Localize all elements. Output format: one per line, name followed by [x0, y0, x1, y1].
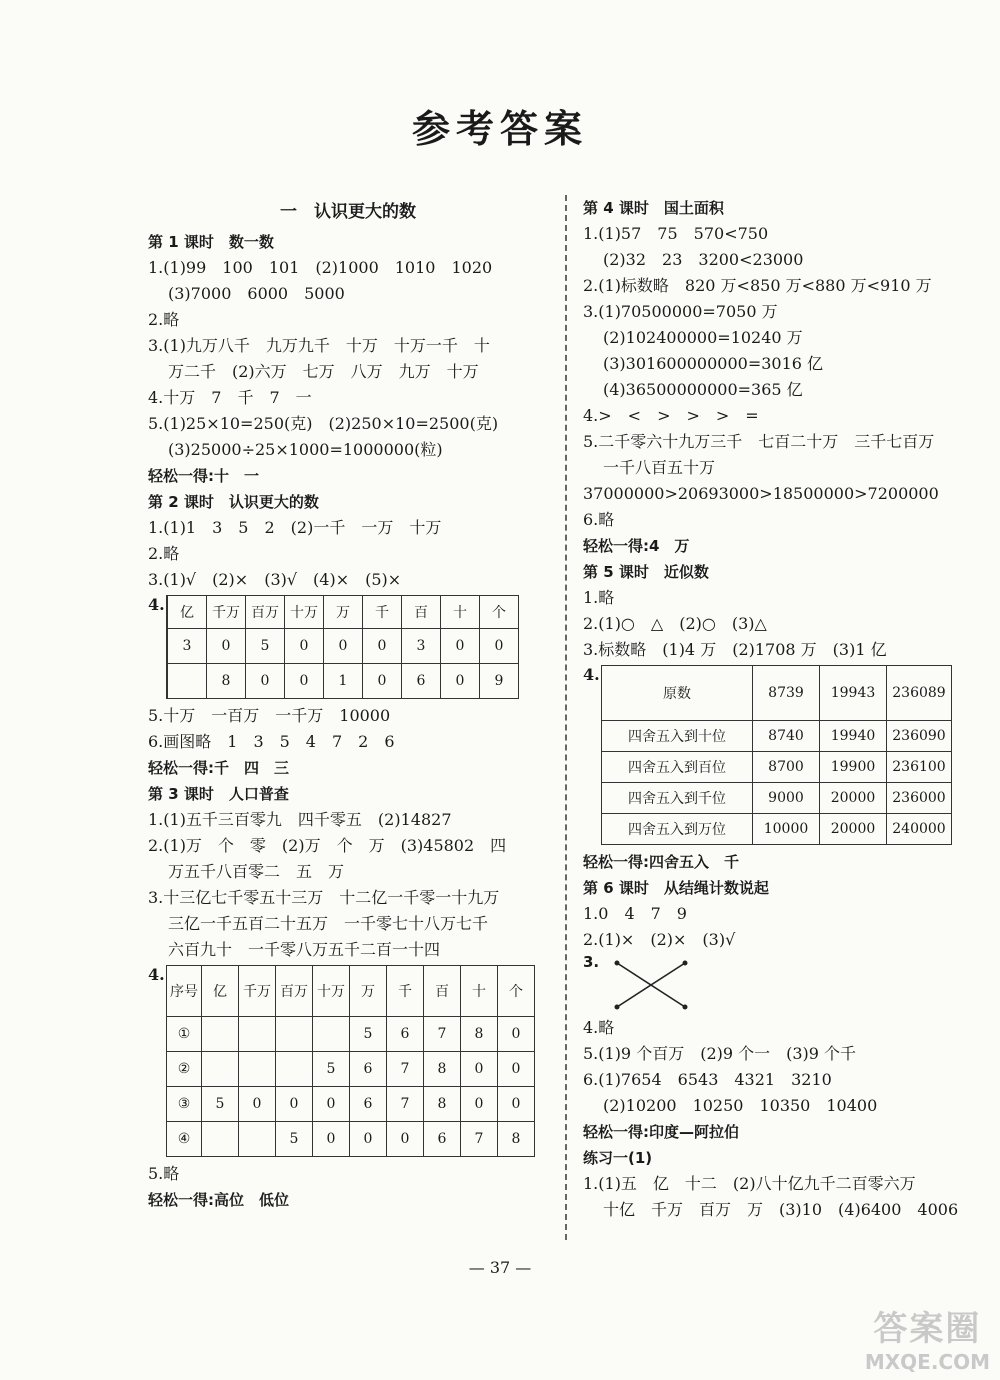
answer-line: 6.画图略 1 3 5 4 7 2 6 — [148, 732, 395, 751]
table-cell: 240000 — [887, 814, 952, 845]
question-label: 3. — [583, 953, 600, 971]
place-value-table-1-wrap — [148, 595, 548, 699]
table-cell: 8700 — [753, 752, 820, 783]
table-cell: 0 — [441, 629, 480, 664]
answer-line: 2.(1)× (2)× (3)√ — [583, 930, 736, 949]
answer-line: 1.(1)57 75 570<750 — [583, 224, 769, 243]
table-cell: ② — [167, 1052, 202, 1087]
right-column — [583, 195, 983, 1223]
table-row — [167, 629, 519, 664]
answer-line: 2.(1)标数略 820 万<850 万<880 万<910 万 — [583, 276, 932, 295]
lesson-4-title: 第 4 课时 国土面积 — [583, 199, 724, 217]
table-cell: ① — [167, 1017, 202, 1052]
page-number: — 37 — — [468, 1258, 532, 1277]
answer-line: 5.略 — [148, 1164, 180, 1183]
answer-line: 1.(1)1 3 5 2 (2)一千 一万 十万 — [148, 518, 442, 537]
lesson-5-title: 第 5 课时 近似数 — [583, 563, 709, 581]
answer-line: 万五千八百零二 五 万 — [168, 862, 345, 881]
bonus-answer: 轻松一得:4 万 — [583, 537, 690, 555]
rounding-table-wrap — [583, 665, 983, 845]
left-column — [148, 195, 548, 1213]
answer-line: 4.> < > > > = — [583, 406, 759, 425]
table-cell: 0 — [239, 1087, 276, 1122]
answer-line: 4.十万 7 千 7 一 — [148, 388, 312, 407]
answer-line: (4)36500000000=365 亿 — [603, 380, 803, 399]
table-cell: 亿 — [168, 596, 207, 629]
table-cell: 8 — [424, 1052, 461, 1087]
table-cell — [239, 1052, 276, 1087]
answer-line: 3.十三亿七千零五十三万 十二亿一千零一十九万 — [148, 888, 500, 907]
answer-line: 十亿 千万 百万 万 (3)10 (4)6400 4006 — [603, 1200, 959, 1219]
table-cell: 四舍五入到万位 — [602, 814, 753, 845]
table-cell: 万 — [350, 966, 387, 1017]
table-header-row — [167, 966, 535, 1017]
answer-line: 6.(1)7654 6543 4321 3210 — [583, 1070, 832, 1089]
section-title: 一 认识更大的数 — [280, 202, 416, 222]
answer-line: 4.略 — [583, 1018, 615, 1037]
table-cell — [239, 1122, 276, 1157]
table-row — [167, 1017, 535, 1052]
lesson-2-title: 第 2 课时 认识更大的数 — [148, 493, 319, 511]
table-cell: 0 — [461, 1087, 498, 1122]
table-cell — [276, 1017, 313, 1052]
table-cell: 个 — [498, 966, 535, 1017]
answer-line: 5.十万 一百万 一千万 10000 — [148, 706, 391, 725]
bonus-answer: 轻松一得:印度—阿拉伯 — [583, 1123, 739, 1141]
lesson-1-answers — [148, 255, 548, 489]
table-cell: 1 — [324, 664, 363, 699]
table-cell: 0 — [313, 1087, 350, 1122]
table-cell: 十万 — [313, 966, 350, 1017]
answer-line: 6.略 — [583, 510, 615, 529]
table-cell: 6 — [350, 1087, 387, 1122]
numbered-place-value-table — [166, 965, 535, 1157]
answer-line: 2.(1)万 个 零 (2)万 个 万 (3)45802 四 — [148, 836, 507, 855]
table-cell: 6 — [387, 1017, 424, 1052]
answer-line: 三亿一千五百二十五万 一千零七十八万七千 — [168, 914, 489, 933]
table-cell: 0 — [285, 629, 324, 664]
table-row — [602, 814, 952, 845]
table-cell: 万 — [324, 596, 363, 629]
table-cell — [276, 1052, 313, 1087]
answer-line: 六百九十 一千零八万五千二百一十四 — [168, 940, 441, 959]
bonus-answer: 轻松一得:高位 低位 — [148, 1191, 289, 1209]
answer-line: 3.(1)√ (2)× (3)√ (4)× (5)× — [148, 570, 402, 589]
answer-line: (3)7000 6000 5000 — [168, 284, 345, 303]
table-cell: 0 — [498, 1087, 535, 1122]
answer-line: 3.标数略 (1)4 万 (2)1708 万 (3)1 亿 — [583, 640, 887, 659]
lesson-6-title: 第 6 课时 从结绳计数说起 — [583, 879, 769, 897]
table-cell: 19943 — [820, 666, 887, 721]
answer-line: 2.(1)○ △ (2)○ (3)△ — [583, 614, 767, 633]
table-cell: 10000 — [753, 814, 820, 845]
table-cell: 3 — [168, 629, 207, 664]
watermark-url: MXQE.COM — [864, 1350, 990, 1374]
table-cell: 百 — [424, 966, 461, 1017]
table-cell: 236090 — [887, 721, 952, 752]
place-value-table — [166, 595, 519, 699]
table-row — [602, 752, 952, 783]
answer-line: (2)32 23 3200<23000 — [603, 250, 804, 269]
answer-line: 1.(1)五 亿 十二 (2)八十亿九千二百零六万 — [583, 1174, 916, 1193]
table-cell: 8 — [498, 1122, 535, 1157]
table-cell: 0 — [276, 1087, 313, 1122]
matching-question — [583, 953, 983, 1015]
table-cell: 6 — [350, 1052, 387, 1087]
lesson-3-title: 第 3 课时 人口普查 — [148, 785, 289, 803]
table-cell: 20000 — [820, 814, 887, 845]
table-cell: 20000 — [820, 783, 887, 814]
table-cell: 236000 — [887, 783, 952, 814]
table-cell: 0 — [387, 1122, 424, 1157]
table-cell: 0 — [350, 1122, 387, 1157]
table-cell: 十 — [441, 596, 480, 629]
answer-line: 1.(1)99 100 101 (2)1000 1010 1020 — [148, 258, 493, 277]
table-cell — [202, 1122, 239, 1157]
table-cell: 0 — [498, 1017, 535, 1052]
answer-line: (2)10200 10250 10350 10400 — [603, 1096, 878, 1115]
table-cell: 19900 — [820, 752, 887, 783]
table-cell: 千 — [387, 966, 424, 1017]
table-cell: 四舍五入到十位 — [602, 721, 753, 752]
answer-line: 5.二千零六十九万三千 七百二十万 三千七百万 — [583, 432, 935, 451]
answer-line: (2)102400000=10240 万 — [603, 328, 803, 347]
column-divider — [565, 195, 567, 1240]
answer-line: 2.略 — [148, 544, 180, 563]
table-cell: 0 — [461, 1052, 498, 1087]
table-cell: 百万 — [246, 596, 285, 629]
answer-line: 2.略 — [148, 310, 180, 329]
question-label: 4. — [148, 595, 165, 614]
answer-line: 5.(1)9 个百万 (2)9 个一 (3)9 个千 — [583, 1044, 857, 1063]
table-cell: 0 — [441, 664, 480, 699]
table-cell: 3 — [402, 629, 441, 664]
watermark — [865, 1301, 990, 1374]
table-cell: 9000 — [753, 783, 820, 814]
table-row — [167, 1087, 535, 1122]
table-cell: 个 — [480, 596, 519, 629]
table-cell — [202, 1052, 239, 1087]
table-header-row — [167, 596, 519, 629]
table-cell: 236100 — [887, 752, 952, 783]
table-cell: 8 — [207, 664, 246, 699]
table-cell: 5 — [350, 1017, 387, 1052]
answer-line: 1.0 4 7 9 — [583, 904, 687, 923]
table-cell: 5 — [276, 1122, 313, 1157]
table-cell: 7 — [387, 1052, 424, 1087]
table-cell: 8739 — [753, 666, 820, 721]
table-cell: 6 — [424, 1122, 461, 1157]
answer-line: (3)301600000000=3016 亿 — [603, 354, 824, 373]
place-value-table-2-wrap — [148, 965, 548, 1157]
table-cell: 四舍五入到千位 — [602, 783, 753, 814]
table-cell: 236089 — [887, 666, 952, 721]
table-row — [602, 783, 952, 814]
table-cell: 7 — [387, 1087, 424, 1122]
answer-line: 3.(1)70500000=7050 万 — [583, 302, 778, 321]
table-cell: 9 — [480, 664, 519, 699]
table-cell — [313, 1017, 350, 1052]
table-cell: 7 — [424, 1017, 461, 1052]
table-cell: 十万 — [285, 596, 324, 629]
table-cell: 序号 — [167, 966, 202, 1017]
table-cell: 7 — [461, 1122, 498, 1157]
table-cell: 5 — [246, 629, 285, 664]
table-cell: 0 — [285, 664, 324, 699]
question-label: 4. — [148, 965, 165, 984]
table-cell: 亿 — [202, 966, 239, 1017]
answer-line: 1.略 — [583, 588, 615, 607]
bonus-answer: 轻松一得:四舍五入 千 — [583, 853, 739, 871]
table-cell: 0 — [207, 629, 246, 664]
answer-line: 37000000>20693000>18500000>7200000 — [583, 484, 939, 503]
table-cell: 十 — [461, 966, 498, 1017]
answer-line: (3)25000÷25×1000=1000000(粒) — [168, 440, 443, 459]
page-title: 参考答案 — [411, 107, 588, 151]
table-cell: 百 — [402, 596, 441, 629]
answer-line: 1.(1)五千三百零九 四千零五 (2)14827 — [148, 810, 452, 829]
table-cell: 0 — [313, 1122, 350, 1157]
table-cell: 原数 — [602, 666, 753, 721]
table-cell: 8740 — [753, 721, 820, 752]
table-cell: 5 — [202, 1087, 239, 1122]
bonus-answer: 轻松一得:千 四 三 — [148, 759, 289, 777]
table-cell: 0 — [363, 629, 402, 664]
table-cell — [168, 664, 207, 699]
table-cell: 千万 — [207, 596, 246, 629]
table-cell: 8 — [461, 1017, 498, 1052]
table-cell: 0 — [498, 1052, 535, 1087]
table-cell: ③ — [167, 1087, 202, 1122]
table-cell: 0 — [246, 664, 285, 699]
table-header-row — [602, 666, 952, 721]
table-cell: 8 — [424, 1087, 461, 1122]
table-cell — [239, 1017, 276, 1052]
table-row — [167, 664, 519, 699]
matching-lines-diagram — [601, 953, 711, 1015]
table-row — [167, 1052, 535, 1087]
table-cell: 千 — [363, 596, 402, 629]
exercise-title: 练习一(1) — [583, 1149, 653, 1167]
table-row — [602, 721, 952, 752]
table-cell — [202, 1017, 239, 1052]
table-cell: 19940 — [820, 721, 887, 752]
table-row — [167, 1122, 535, 1157]
table-cell: ④ — [167, 1122, 202, 1157]
table-cell: 四舍五入到百位 — [602, 752, 753, 783]
question-label: 4. — [583, 665, 600, 684]
table-cell: 千万 — [239, 966, 276, 1017]
table-cell: 6 — [402, 664, 441, 699]
table-cell: 百万 — [276, 966, 313, 1017]
watermark-logo: 答案圈 — [873, 1309, 982, 1349]
table-cell: 0 — [324, 629, 363, 664]
answer-line: 3.(1)九万八千 九万九千 十万 十万一千 十 — [148, 336, 490, 355]
answer-line: 一千八百五十万 — [603, 458, 716, 477]
table-cell: 0 — [363, 664, 402, 699]
lesson-1-title: 第 1 课时 数一数 — [148, 233, 274, 251]
bonus-answer: 轻松一得:十 一 — [148, 467, 259, 485]
table-cell: 0 — [480, 629, 519, 664]
answer-line: 5.(1)25×10=250(克) (2)250×10=2500(克) — [148, 414, 499, 433]
rounding-table — [601, 665, 952, 845]
answer-line: 万二千 (2)六万 七万 八万 九万 十万 — [168, 362, 479, 381]
table-cell: 5 — [313, 1052, 350, 1087]
